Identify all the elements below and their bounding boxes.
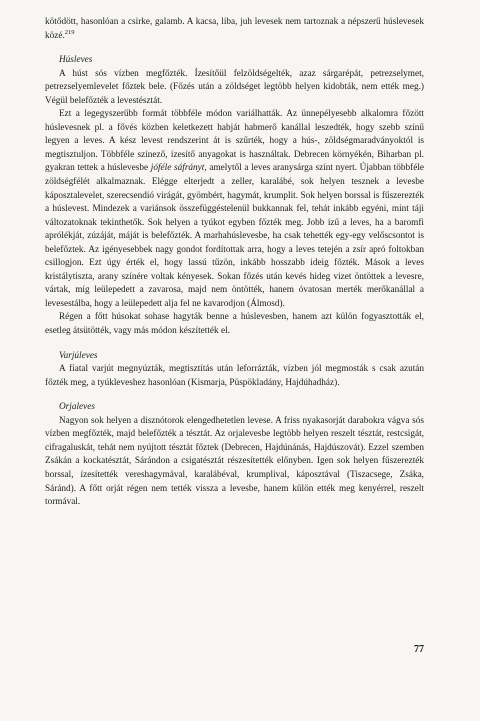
- italic-phrase: jóféle sáfrányt,: [150, 163, 207, 174]
- paragraph: Ezt a legegyszerűbb formát többféle módon variálhatták. Az ünnepélyesebb alkalomra főzött húslevesnek pl. a fővés közben keletkezett habját habmerő kanállal leszedték, hogy szebb színű legyen a leves. A kész levest rendszerint át is szűrték, hogy a hús-, zöldségmaradványoktól is megtisztuljon. Többféle színező, ízesítő anyagokat is használtak. Debrecen környékén, Biharban pl. gyakran tettek a húslevesbe jóféle sáfrányt, amelytől a leves aranysárga színt nyert. Újabban többféle zöldségfélét alkalmaznak. Elégge elterjedt a zeller, karalábé, sok helyen tesznek a levesbe káposztalevelet, szerecsendió virágát, gyömbért, hagymát, krumplit. Sok helyen borssal is fűszerezték a húslevest. Mindezek a variánsok összefüggéstelenül bukkannak fel, tehát inkább egyéni, mint táji változatoknak tekinthetők. Sok helyen a tyúkot egyben főzték meg. Jobb ízű a leves, ha a baromfi aprólékját, zúzáját, máját is belefőzték. A marhahúslevesbe, ha csak tehették egy-egy velőscsontot is belefőztek. Az igényesebbek nagy gondot fordítottak arra, hogy a leves tetején a zsír apró foltokban csillogjon. Ezt úgy érték el, hogy lassú tűzön, inkább hosszabb ideig főzték. Mások a leves kristálytiszta, arany színére voltak kényesek. Sokan főzés után kevés hideg vizet öntöttek a levesre, vártak, míg leülepedett a zavarosa, majd nem öntötték, hanem óvatosan merték merőkanállal a levesestálba, hogy a leülepedett alja fel ne kavarodjon (Álmosd).: [45, 109, 424, 309]
- intro-text: kötődött, hasonlóan a csirke, galamb. A kacsa, liba, juh levesek nem tartoznak a népszerű húslevesek közé.: [45, 17, 424, 41]
- intro-paragraph: [45, 16, 424, 43]
- section-heading-husleves: Húsleves: [59, 55, 93, 66]
- paragraph: Nagyon sok helyen a disznótorok elengedhetetlen levese. A friss nyakasorját darabokra vágva sós vízben megfőzték, majd belefőzték a tésztát. Az orjalevesbe legtöbb helyen reszelt tésztát, restcsigát, cifragaluskát, tehát nem nyújtott tésztát főztek (Debrecen, Hajdúnánás, Hajdúszovát). Ezzel szemben Zsákán a kockatésztát, Sárándon a csigatésztát részesítették előnyben. Igen sok helyen fűszerezték borssal, ízesítették vereshagymával, karalábéval, krumplival, káposztával (Tiszacsege, Zsáka, Sáránd). A főtt orját régen nem tették vissza a levesbe, hanem külön ették meg kenyérrel, reszelt tormával.: [45, 415, 424, 508]
- footnote-ref: 219: [64, 28, 75, 36]
- paragraph: A húst sós vízben megfőzték. Ízesítőül felzöldségelték, azaz sárgarépát, petrezselymet, petrezselyemlevelet főztek bele. (Főzés után a zöldséget legtöbb helyen kidobták, nem ették meg.) Végül belefőzték a levestésztát.: [45, 68, 424, 106]
- section-heading-orjaleves: Orjaleves: [59, 402, 95, 413]
- section-heading-varjuleves: Varjúleves: [59, 350, 98, 361]
- paragraph: A fiatal varjút megnyúzták, megtisztítás után leforrázták, vízben jól megmosták s csak azután főzték meg, a tyúkleveshez hasonlóan (Kismarja, Püspökladány, Hajdúhadház).: [45, 364, 424, 388]
- page-number: 77: [414, 644, 424, 655]
- paragraph: Régen a főtt húsokat sohase hagyták benne a húslevesben, hanem azt külön fogyasztották el, esetleg átsütötték, vagy más módon készítették el.: [45, 312, 424, 337]
